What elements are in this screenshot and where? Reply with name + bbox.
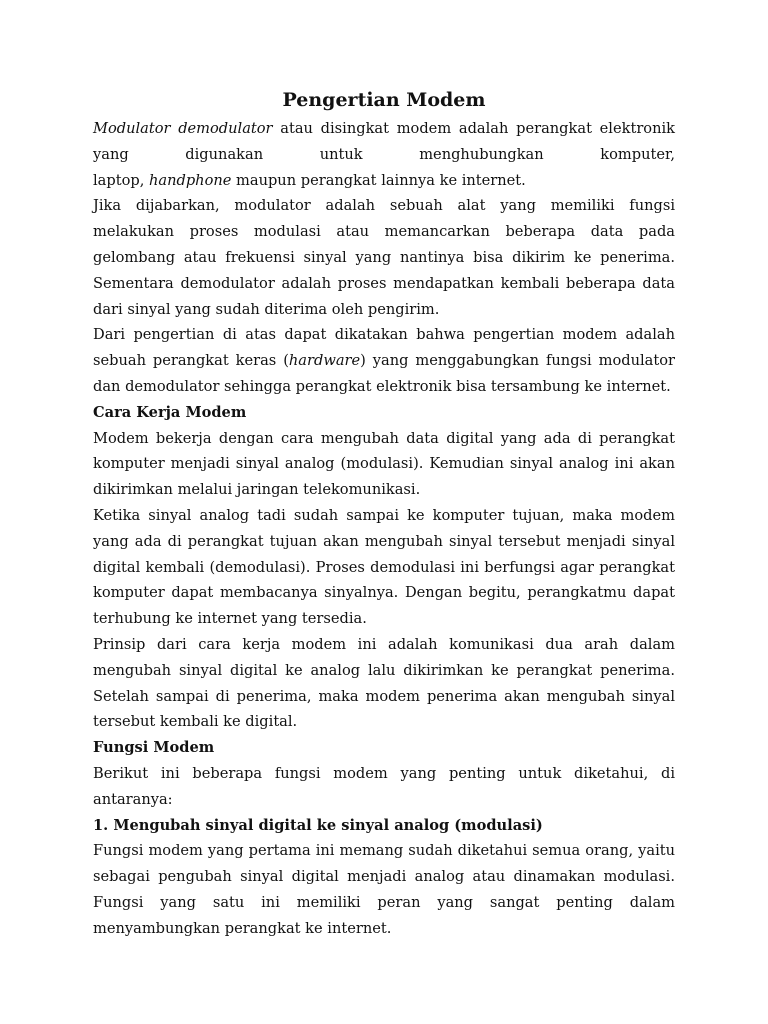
definition-text-2: laptop, — [93, 171, 149, 189]
paragraph-how-modem-works: Modem bekerja dengan cara mengubah data digital yang ada di perangkat komputer menjadi sinyal analog (modulasi). Kemudian sinyal analog ini akan dikirimkan melalui jaringan telekomunikasi. — [93, 429, 675, 499]
summary-text-1: Dari pengertian di atas dapat dikatakan bahwa pengertian modem adalah sebuah perangkat keras ( — [93, 326, 675, 370]
definition-line-1 — [93, 116, 675, 168]
paragraph-principle: Prinsip dari cara kerja modem ini adalah komunikasi dua arah dalam mengubah sinyal digital ke analog lalu dikirimkan ke perangkat penerima. Setelah sampai di penerima, maka modem penerima akan mengubah sinyal tersebut kembali ke digital. — [93, 635, 675, 731]
paragraph-modulator-explanation: Jika dijabarkan, modulator adalah sebuah alat yang memiliki fungsi melakukan proses modulasi atau memancarkan beberapa data pada gelombang atau frekuensi sinyal yang nantinya bisa dikirim ke penerima. Sementara demodulator adalah proses mendapatkan kembali beberapa data dari sinyal yang sudah diterima oleh pengirim. — [93, 197, 675, 318]
summary-text-2: ) yang menggabungkan fungsi modulator dan demodulator sehingga perangkat elektronik bisa tersambung ke internet. — [93, 352, 675, 395]
italic-term-hardware: hardware — [288, 352, 361, 370]
paragraph-functions-intro: Berikut ini beberapa fungsi modem yang penting untuk diketahui, di antaranya: — [93, 764, 675, 808]
subheading-function-1: 1. Mengubah sinyal digital ke sinyal analog (modulasi) — [93, 816, 543, 834]
section-heading-cara-kerja: Cara Kerja Modem — [93, 403, 247, 421]
paragraph-modem-summary — [93, 322, 675, 399]
italic-term-modulator-demodulator: Modulator demodulator — [93, 120, 273, 137]
paragraph-definition — [93, 116, 675, 193]
paragraph-demodulation: Ketika sinyal analog tadi sudah sampai ke komputer tujuan, maka modem yang ada di perangkat tujuan akan mengubah sinyal tersebut menjadi sinyal digital kembali (demodulasi). Proses demodulasi ini berfungsi agar perangkat komputer dapat membacanya sinyalnya. Dengan begitu, perangkatmu dapat terhubung ke internet yang tersedia. — [93, 506, 675, 628]
page-title: Pengertian Modem — [282, 89, 486, 111]
definition-line-2 — [93, 172, 526, 189]
document-page — [93, 86, 675, 942]
definition-text-3: maupun perangkat lainnya ke internet. — [231, 171, 526, 189]
definition-text-1: atau disingkat modem adalah perangkat elektronik yang digunakan untuk menghubungkan komputer, — [93, 120, 675, 163]
section-heading-fungsi: Fungsi Modem — [93, 739, 215, 757]
italic-term-handphone: handphone — [148, 171, 232, 189]
paragraph-function-1: Fungsi modem yang pertama ini memang sudah diketahui semua orang, yaitu sebagai pengubah sinyal digital menjadi analog atau dinamakan modulasi. Fungsi yang satu ini memiliki peran yang sangat penting dalam menyambungkan perangkat ke internet. — [93, 842, 675, 937]
